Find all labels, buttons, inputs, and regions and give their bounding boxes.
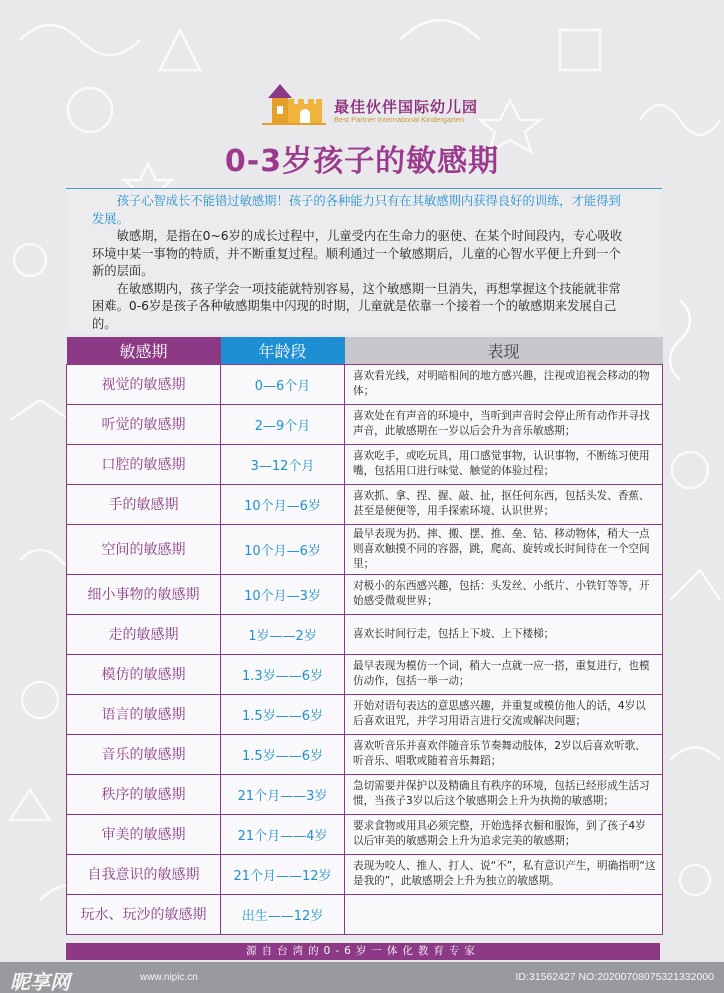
header-description: 表现 <box>345 337 663 364</box>
kindergarten-logo <box>262 82 502 128</box>
period-cell: 玩水、玩沙的敏感期 <box>67 894 221 934</box>
description-cell: 喜欢听音乐并喜欢伴随音乐节奏舞动肢体，2岁以后喜欢听歌、听音乐、唱歌或随着音乐舞蹈； <box>345 734 663 774</box>
footer-slogan: 源自台湾的0-6岁一体化教育专家 <box>66 943 660 960</box>
age-cell: 1.5岁——6岁 <box>221 734 345 774</box>
page-title: 0-3岁孩子的敏感期 <box>224 144 500 179</box>
age-cell: 10个月—6岁 <box>221 484 345 524</box>
age-cell: 2—9个月 <box>221 404 345 444</box>
period-cell: 视觉的敏感期 <box>67 364 221 404</box>
table-row <box>67 694 663 734</box>
period-cell: 听觉的敏感期 <box>67 404 221 444</box>
table-row <box>67 574 663 614</box>
table-row <box>67 734 663 774</box>
table-row <box>67 524 663 574</box>
header-age: 年龄段 <box>221 337 345 364</box>
description-cell: 开始对语句表达的意思感兴趣，并重复或模仿他人的话，4岁以后喜欢诅咒，并学习用语言进行交流或解决问题； <box>345 694 663 734</box>
period-cell: 空间的敏感期 <box>67 524 221 574</box>
period-cell: 口腔的敏感期 <box>67 444 221 484</box>
age-cell: 1.5岁——6岁 <box>221 694 345 734</box>
age-cell: 1岁——2岁 <box>221 614 345 654</box>
period-cell: 走的敏感期 <box>67 614 221 654</box>
description-cell <box>345 894 663 934</box>
table-row <box>67 484 663 524</box>
description-cell: 喜欢看光线，对明暗相间的地方感兴趣，注视或追视会移动的物体； <box>345 364 663 404</box>
period-cell: 模仿的敏感期 <box>67 654 221 694</box>
intro-section <box>66 188 662 334</box>
table-row <box>67 894 663 934</box>
age-cell: 21个月——12岁 <box>221 854 345 894</box>
castle-icon <box>262 82 326 126</box>
description-cell: 对极小的东西感兴趣，包括：头发丝、小纸片、小铁钉等等，开始感受微观世界； <box>345 574 663 614</box>
description-cell: 最早表现为模仿一个词，稍大一点就一应一搭，重复进行，也模仿动作，包括一举一动； <box>345 654 663 694</box>
watermark-url: www.nipic.cn <box>140 972 198 983</box>
age-cell: 21个月——4岁 <box>221 814 345 854</box>
kindergarten-name: 最佳伙伴国际幼儿园 <box>334 98 479 116</box>
period-cell: 语言的敏感期 <box>67 694 221 734</box>
intro-lead: 孩子心智成长不能错过敏感期！孩子的各种能力只有在其敏感期内获得良好的训练，才能得到发展。 <box>92 194 621 226</box>
description-cell: 喜欢处在有声音的环境中，当听到声音时会停止所有动作并寻找声音，此敏感期在一岁以后会升为音乐敏感期； <box>345 404 663 444</box>
age-cell: 21个月——3岁 <box>221 774 345 814</box>
description-cell: 要求食物或用具必须完整，开始选择衣橱和服饰，到了孩子4岁以后审美的敏感期会上升为追求完美的敏感期； <box>345 814 663 854</box>
sensitive-period-table <box>66 337 663 935</box>
table-row <box>67 404 663 444</box>
period-cell: 细小事物的敏感期 <box>67 574 221 614</box>
period-cell: 秩序的敏感期 <box>67 774 221 814</box>
age-cell: 1.3岁——6岁 <box>221 654 345 694</box>
description-cell: 表现为咬人、推人、打人、说“不”，私有意识产生，明确指明“这是我的”，此敏感期会上升为独立的敏感期。 <box>345 854 663 894</box>
watermark-site-logo: 昵享网 <box>10 970 70 993</box>
intro-paragraph-1: 敏感期，是指在0~6岁的成长过程中，儿童受内在生命力的驱使、在某个时间段内，专心吸收环境中某一事物的特质，并不断重复过程。顺利通过一个敏感期后，儿童的心智水平便上升到一个新的层面。 <box>92 229 623 278</box>
description-cell: 喜欢吃手，或吃玩具，用口感觉事物，认识事物，不断练习使用嘴，包括用口进行味觉、触觉的体验过程； <box>345 444 663 484</box>
intro-paragraph-2: 在敏感期内，孩子学会一项技能就特别容易，这个敏感期一旦消失，再想掌握这个技能就非常困难。0-6岁是孩子各种敏感期集中闪现的时期，儿童就是依靠一个接着一个的敏感期来发展自己的。 <box>92 281 621 331</box>
table-row <box>67 614 663 654</box>
description-cell: 喜欢长时间行走，包括上下坡、上下楼梯； <box>345 614 663 654</box>
table-row <box>67 774 663 814</box>
kindergarten-english-name: Best Partner International Kindergarten <box>334 115 465 124</box>
period-cell: 审美的敏感期 <box>67 814 221 854</box>
table-header-row <box>67 337 663 364</box>
period-cell: 音乐的敏感期 <box>67 734 221 774</box>
watermark-bar <box>0 962 724 993</box>
watermark-image-id: ID:31562427 NO:20200708075321332000 <box>515 971 714 983</box>
age-cell: 出生——12岁 <box>221 894 345 934</box>
age-cell: 3—12个月 <box>221 444 345 484</box>
description-cell: 喜欢抓、拿、捏、握、敲、扯，抠任何东西，包括头发、香蕉、甚至是便便等，用手探索环境、认识世界； <box>345 484 663 524</box>
age-cell: 10个月—3岁 <box>221 574 345 614</box>
age-cell: 10个月—6岁 <box>221 524 345 574</box>
table-row <box>67 854 663 894</box>
description-cell: 急切需要并保护以及精确且有秩序的环境，包括已经形成生活习惯，当孩子3岁以后这个敏感期会上升为执拗的敏感期； <box>345 774 663 814</box>
header-period: 敏感期 <box>67 337 221 364</box>
table-row <box>67 814 663 854</box>
age-cell: 0—6个月 <box>221 364 345 404</box>
description-cell: 最早表现为扔、摔、搬、摆、推、垒、钻、移动物体，稍大一点则喜欢触摸不同的容器，跳，爬高、旋转或长时间待在一个空间里； <box>345 524 663 574</box>
table-row <box>67 364 663 404</box>
table-row <box>67 654 663 694</box>
period-cell: 手的敏感期 <box>67 484 221 524</box>
table-row <box>67 444 663 484</box>
period-cell: 自我意识的敏感期 <box>67 854 221 894</box>
